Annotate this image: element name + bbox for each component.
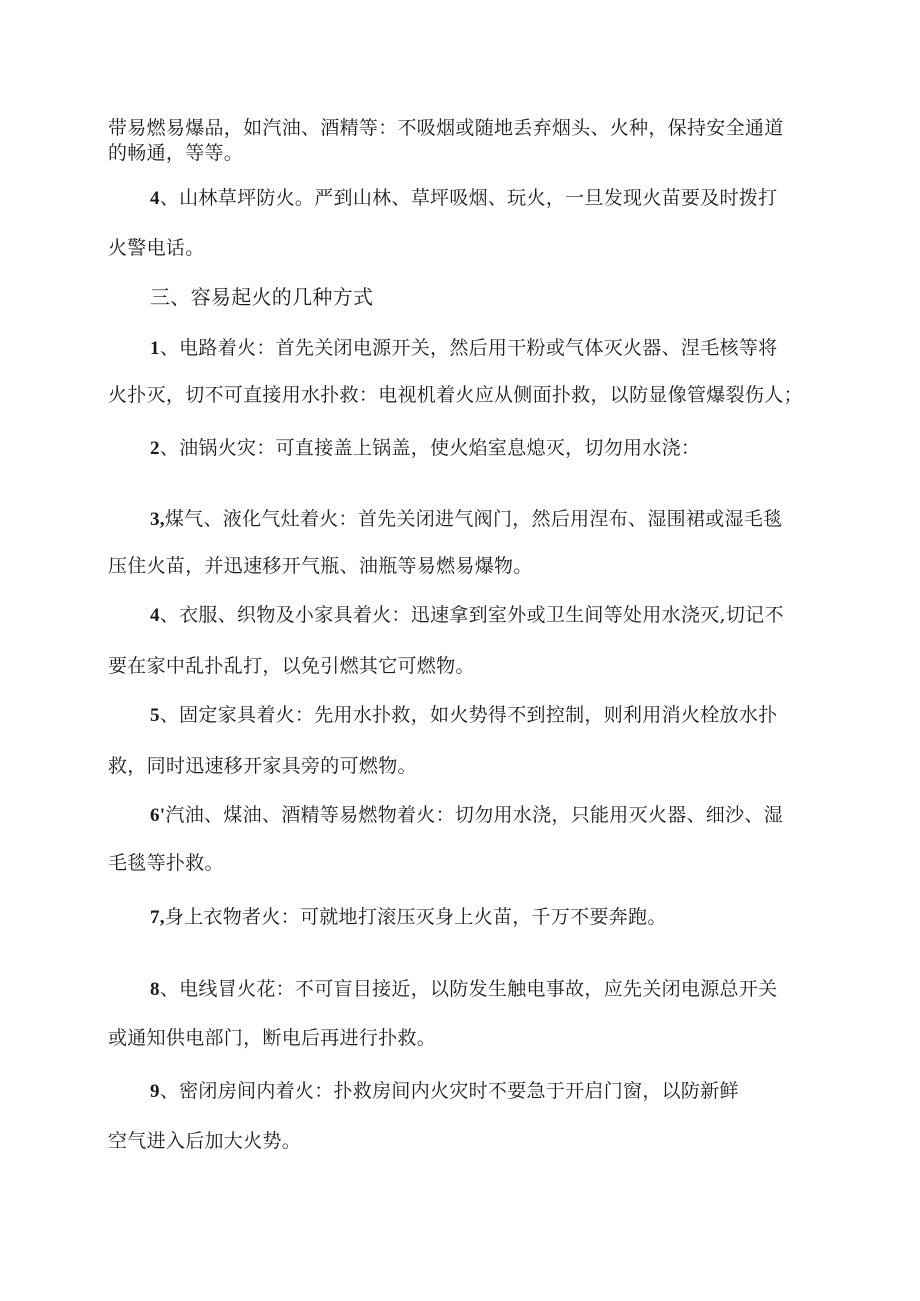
forest-fire-item-cont: 火警电话。 [108,237,205,259]
list-item-5-cont: 救，同时迅速移开家具旁的可燃物。 [108,755,417,777]
list-item-4-cont: 要在家中乱扑乱打，以免引燃其它可燃物。 [108,655,475,677]
item-text: 、电线冒火花：不可盲目接近，以防发生触电事故，应先关闭电源总开关 [159,978,778,1000]
section-heading: 三、容易起火的几种方式 [150,285,374,309]
item-text: 、山林草坪防火。严到山林、草坪吸烟、玩火，一旦发现火苗要及时拨打 [159,187,778,209]
item-number: 6' [150,805,166,826]
item-text: 汽油、煤油、酒精等易燃物着火：切勿用水浇，只能用灭火器、细沙、湿 [165,804,783,826]
item-number: 7, [150,907,165,928]
forest-fire-item [150,186,777,211]
list-item-8-cont: 或通知供电部门，断电后再进行扑救。 [108,1027,437,1049]
item-text: 、电路着火：首先关闭电源开关，然后用干粉或气体灭火器、涅毛核等将 [159,337,778,359]
list-item-8 [150,977,777,1002]
item-number: 2 [150,438,160,459]
item-number: 1 [150,338,160,359]
list-item-1 [150,336,777,361]
list-item-4 [150,603,784,628]
list-item-6 [150,803,783,828]
item-text: 煤气、液化气灶着火：首先关闭进气阀门，然后用涅布、湿围裙或湿毛毯 [164,508,783,530]
list-item-3 [150,507,782,532]
list-item-7 [150,905,667,930]
item-number: 4 [150,188,160,209]
item-text: 、密闭房间内着火：扑救房间内火灾时不要急于开启门窗，以防新鲜 [159,1080,739,1102]
list-item-6-cont: 毛毯等扑救。 [108,852,224,874]
list-item-9-cont: 空气进入后加大火势。 [108,1130,302,1152]
item-number: 9 [150,1081,160,1102]
list-item-1-cont: 火扑灭，切不可直接用水扑救：电视机着火应从侧面扑救，以防显像管爆裂伤人； [108,384,803,406]
intro-line-2: 的畅通，等等。 [108,142,244,164]
list-item-9 [150,1079,739,1104]
item-number: 4 [150,605,160,626]
item-number: 8 [150,979,160,1000]
item-text: 、油锅火灾：可直接盖上锅盖，使火焰室息熄灭，切勿用水浇： [159,437,701,459]
item-text: 、固定家具着火：先用水扑救，如火势得不到控制，则利用消火栓放水扑 [159,704,778,726]
list-item-2 [150,436,700,461]
item-text: 身上衣物者火：可就地打滚压灭身上火苗，千万不要奔跑。 [164,906,667,928]
item-number: 3, [150,509,165,530]
item-number: 5 [150,705,160,726]
list-item-3-cont: 压住火苗，并迅速移开气瓶、油瓶等易燃易爆物。 [108,555,533,577]
item-text: 、衣服、织物及小家具着火：迅速拿到室外或卫生间等处用水浇灭,切记不 [159,604,784,626]
intro-line-1: 带易燃易爆品，如汽油、酒精等：不吸烟或随地丢弃烟头、火种，保持安全通道 [108,117,784,139]
list-item-5 [150,703,777,728]
